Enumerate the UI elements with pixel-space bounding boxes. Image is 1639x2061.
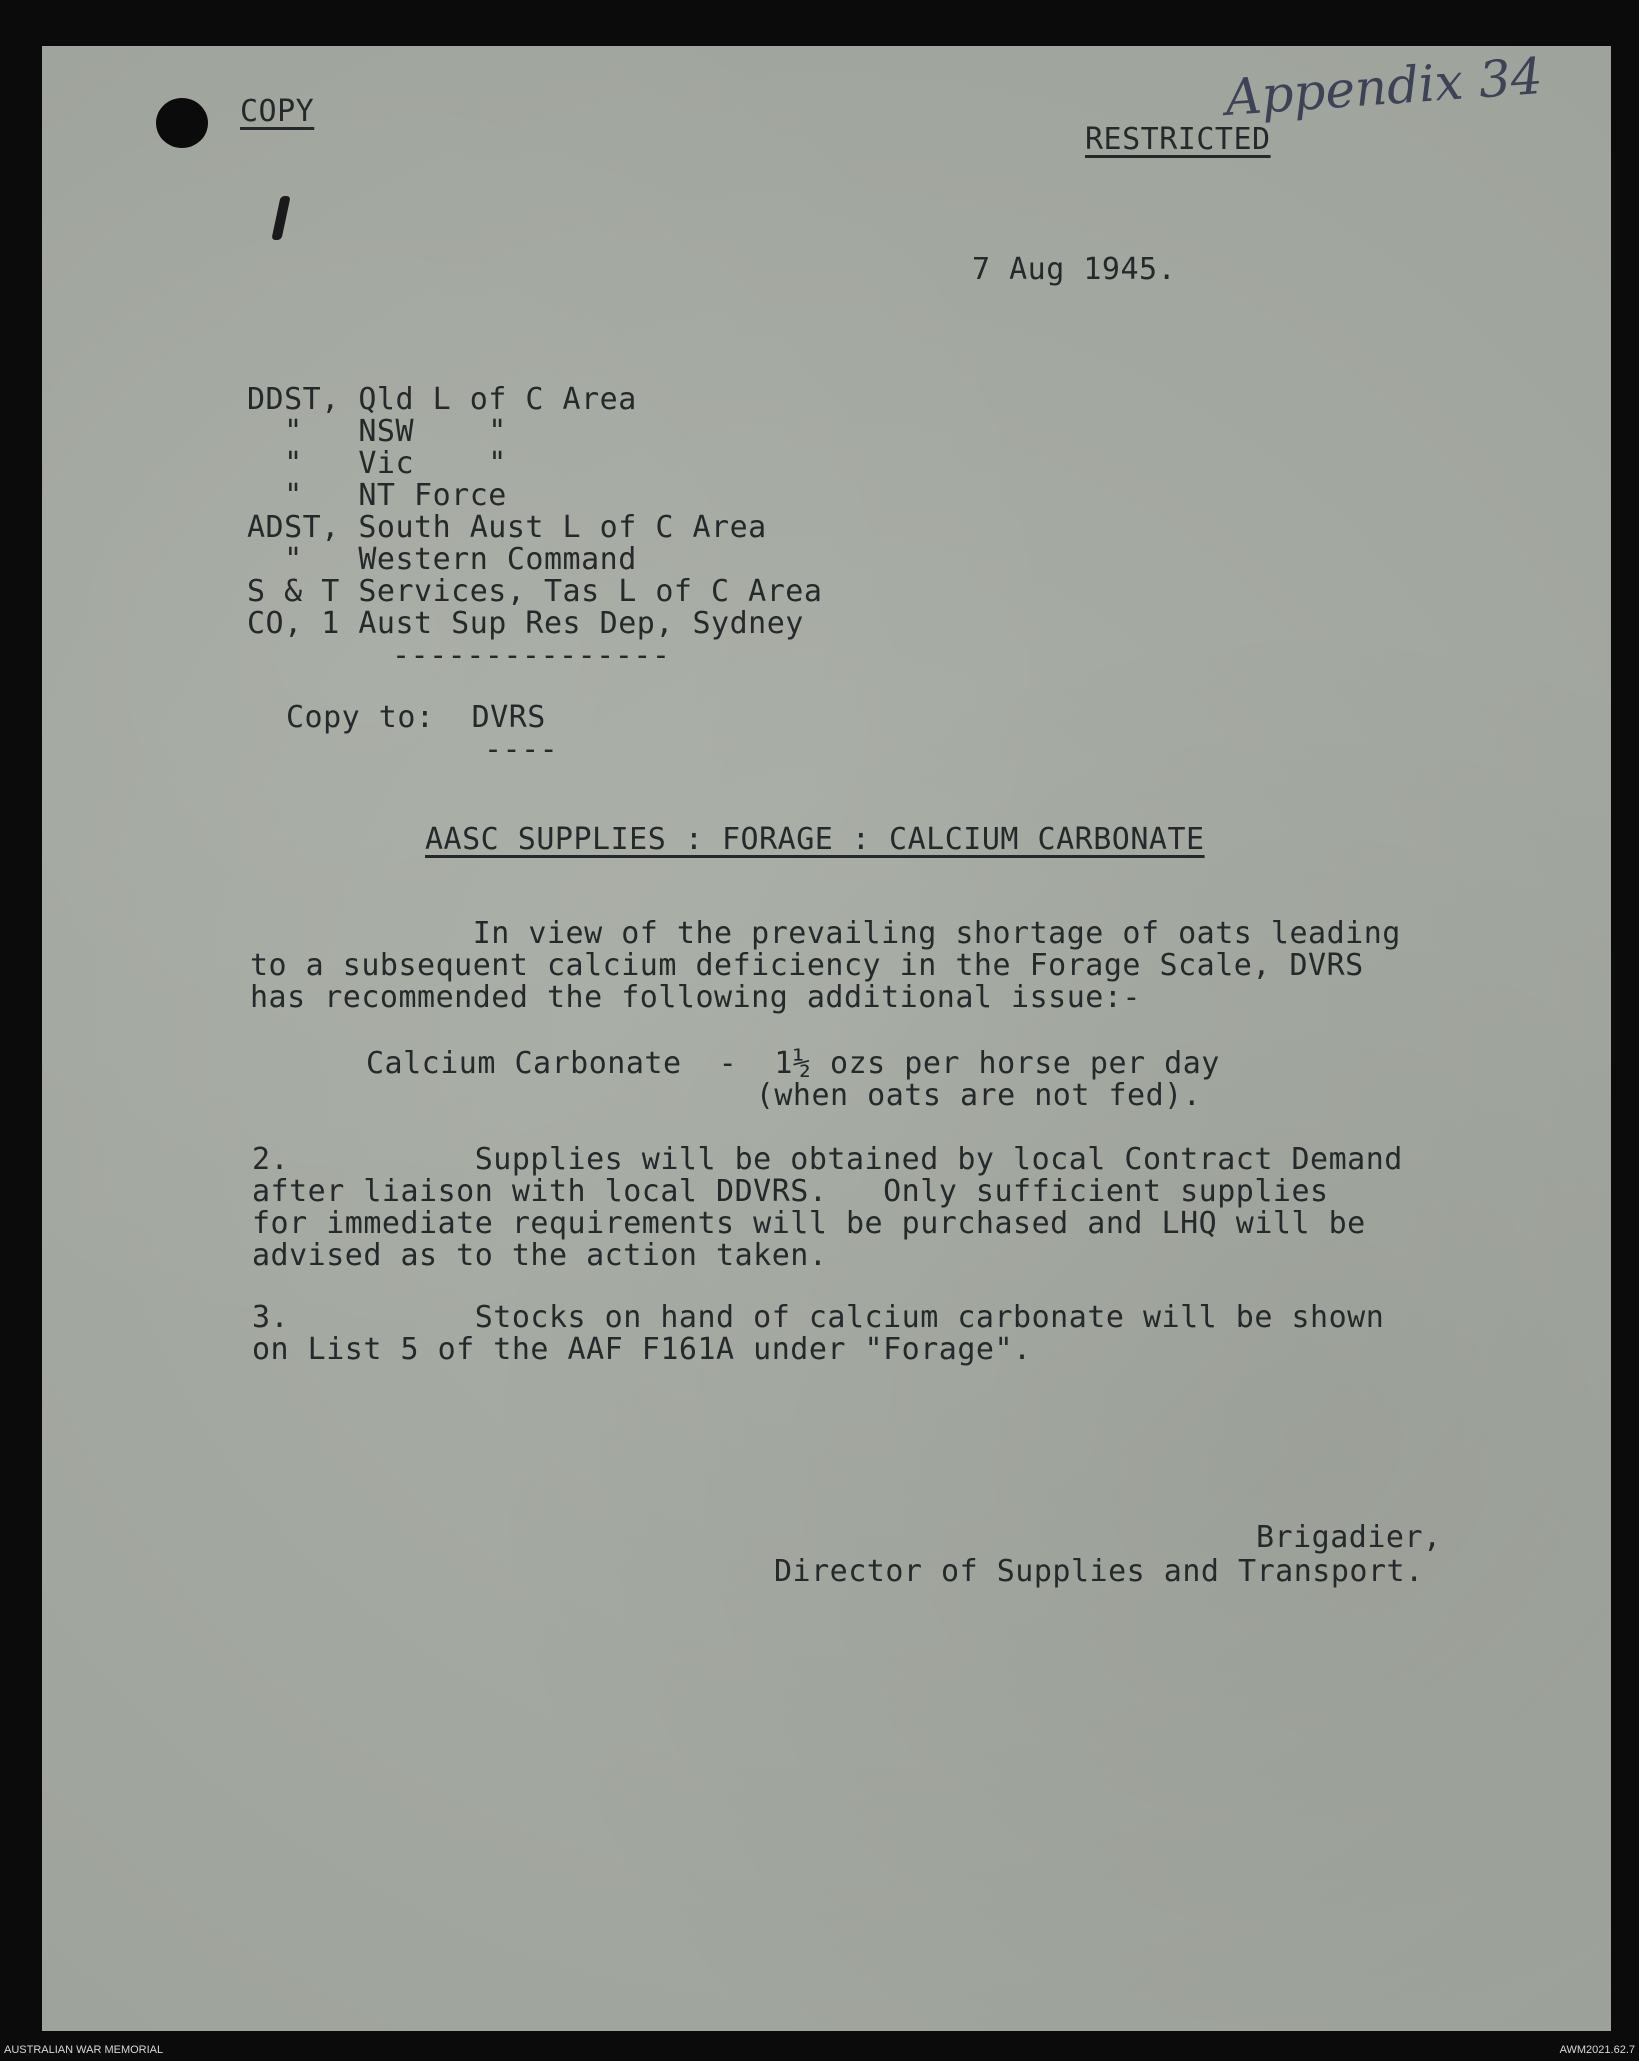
addressee-line: " Vic "	[247, 446, 507, 481]
classification-label: RESTRICTED	[1085, 122, 1271, 157]
issue-line: Calcium Carbonate - 1½ ozs per horse per day	[366, 1046, 1220, 1081]
addressee-separator: ---------------	[392, 638, 671, 673]
addressee-line: " NT Force	[247, 478, 507, 513]
addressee-line: DDST, Qld L of C Area	[247, 382, 637, 417]
paragraph-line: advised as to the action taken.	[252, 1238, 828, 1273]
paragraph-line: 2. Supplies will be obtained by local Contract Demand	[252, 1142, 1403, 1177]
signature-rank: Brigadier,	[1256, 1520, 1442, 1555]
addressee-line: " NSW "	[247, 414, 507, 449]
addressee-line: S & T Services, Tas L of C Area	[247, 574, 823, 609]
date-line: 7 Aug 1945.	[972, 252, 1177, 287]
issue-line: (when oats are not fed).	[366, 1078, 1202, 1113]
paragraph-line: after liaison with local DDVRS. Only sufficient supplies	[252, 1174, 1329, 1209]
copy-to-rule: ----	[484, 732, 559, 767]
addressee-line: ADST, South Aust L of C Area	[247, 510, 767, 545]
addressee-line: " Western Command	[247, 542, 637, 577]
paragraph-line: to a subsequent calcium deficiency in the Forage Scale, DVRS	[250, 948, 1364, 983]
paragraph-line: on List 5 of the AAF F161A under "Forage".	[252, 1332, 1032, 1367]
paragraph-line: In view of the prevailing shortage of oats leading	[250, 916, 1401, 951]
footer-institution: AUSTRALIAN WAR MEMORIAL	[4, 2044, 164, 2056]
punch-hole	[156, 98, 208, 148]
copy-label: COPY	[240, 94, 315, 129]
subject-heading: AASC SUPPLIES : FORAGE : CALCIUM CARBONATE	[425, 822, 1205, 857]
addressee-line: CO, 1 Aust Sup Res Dep, Sydney	[247, 606, 804, 641]
copy-to-line: Copy to: DVRS	[286, 700, 546, 735]
handwritten-note: Appendix 34	[1223, 46, 1545, 128]
footer-reference: AWM2021.62.7	[1559, 2044, 1635, 2056]
paragraph-line: for immediate requirements will be purchased and LHQ will be	[252, 1206, 1366, 1241]
paragraph-line: 3. Stocks on hand of calcium carbonate will be shown	[252, 1300, 1385, 1335]
document-page	[42, 46, 1611, 2031]
signature-title: Director of Supplies and Transport.	[774, 1554, 1424, 1589]
paragraph-line: has recommended the following additional issue:-	[250, 980, 1141, 1015]
